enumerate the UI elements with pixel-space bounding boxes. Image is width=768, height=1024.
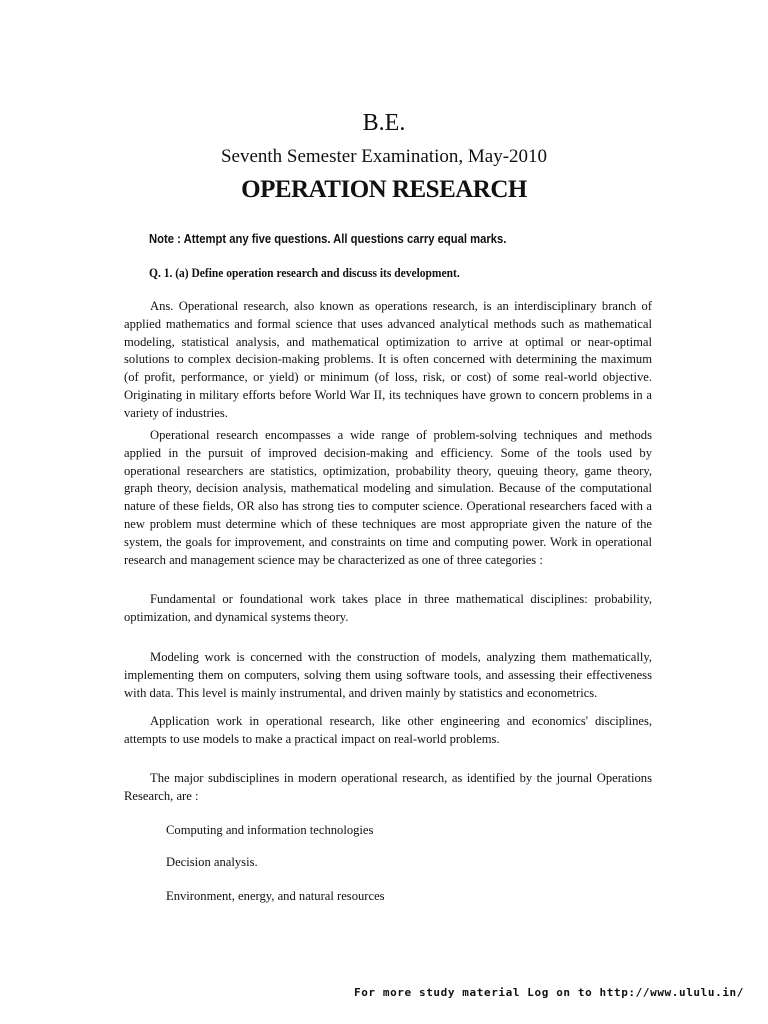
question-heading: Q. 1. (a) Define operation research and discuss its development. (149, 266, 460, 280)
exam-title: Seventh Semester Examination, May-2010 (220, 146, 548, 167)
subject-title: OPERATION RESEARCH (241, 176, 527, 203)
exam-note: Note : Attempt any five questions. All questions carry equal marks. (149, 232, 507, 246)
list-item: Computing and information technologies (166, 823, 374, 837)
answer-paragraph: Application work in operational research, like other engineering and economics' disciplines, attempts to use models to make a practical impact on real-world problems. (124, 714, 652, 746)
footer-link-text: For more study material Log on to http://www.ululu.in/ (353, 986, 744, 999)
answer-paragraph: Operational research encompasses a wide range of problem-solving techniques and methods applied in the pursuit of improved decision-making and efficiency. Some of the tools used by operational researchers are statistics, optimization, probability theory, queuing theory, game theory, graph theory, decision analysis, mathematical modeling and simulation. Because of the computational nature of these fields, OR also has strong ties to computer science. Operational researchers faced with a new problem must determine which of these techniques are most appropriate given the nature of the system, the goals for improvement, and constraints on time and computing power. Work in operational research and management science may be characterized as one of three categories : (124, 428, 652, 567)
answer-paragraph: Modeling work is concerned with the construction of models, analyzing them mathematically, implementing them on computers, solving them using software tools, and assessing their effectiveness with data. This level is mainly instrumental, and driven mainly by statistics and econometrics. (124, 650, 652, 700)
answer-paragraph: The major subdisciplines in modern operational research, as identified by the journal Operations Research, are : (124, 771, 652, 803)
degree-title: B.E. (362, 110, 406, 136)
list-item: Environment, energy, and natural resources (166, 889, 385, 903)
list-item: Decision analysis. (166, 855, 258, 869)
answer-paragraph: Fundamental or foundational work takes place in three mathematical disciplines: probability, optimization, and dynamical systems theory. (124, 592, 652, 624)
answer-text: Operational research, also known as operations research, is an interdisciplinary branch of applied mathematics and formal science that uses advanced analytical methods such as mathematical modeling, statistical analysis, and mathematical optimization to arrive at optimal or near-optimal solutions to complex decision-making problems. It is often concerned with determining the maximum (of profit, performance, or yield) or minimum (of loss, risk, or cost) of some real-world objective. Originating in military efforts before World War II, its techniques have grown to concern problems in a variety of industries. (124, 299, 652, 420)
answer-label: Ans. (150, 299, 174, 313)
answer-paragraph (124, 298, 652, 423)
